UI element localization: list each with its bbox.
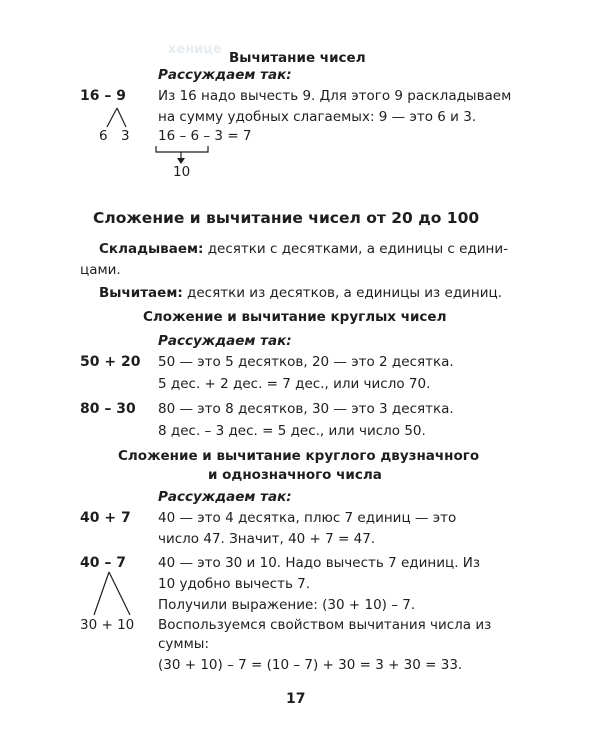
equation: 16 – 6 – 3 = 7 <box>158 128 252 144</box>
explanation-line: 8 дес. – 3 дес. = 5 дес., или число 50. <box>158 423 426 439</box>
rule-text: десятки из десятков, а единицы из единиц. <box>182 285 503 301</box>
explanation-line: суммы: <box>158 636 209 652</box>
subtraction-title: Вычитание чисел <box>229 50 366 66</box>
example-expression: 50 + 20 <box>80 354 141 370</box>
explanation-line: 50 — это 5 десятков, 20 — это 2 десятка. <box>158 354 454 370</box>
split-line-left <box>107 108 117 127</box>
explanation-line: 40 — это 4 десятка, плюс 7 единиц — это <box>158 510 457 526</box>
explanation-line: 40 — это 30 и 10. Надо вычесть 7 единиц. Из <box>158 555 481 571</box>
page-number: 17 <box>286 691 306 707</box>
explanation-line: Воспользуемся свойством вычитания числа из <box>158 617 492 633</box>
example-expression: 16 – 9 <box>80 88 126 104</box>
section-title: Сложение и вычитание чисел от 20 до 100 <box>93 209 480 227</box>
explanation-line: 5 дес. + 2 дес. = 7 дес., или число 70. <box>158 376 431 392</box>
equation: (30 + 10) – 7 = (10 – 7) + 30 = 3 + 30 = 33. <box>158 657 463 673</box>
example-expression: 40 – 7 <box>80 555 126 571</box>
subsection-title: и однозначного числа <box>208 467 382 483</box>
rule-term: Складываем: <box>99 241 204 257</box>
rule-add-line <box>99 241 508 257</box>
rule-text: десятки с десятками, а единицы с едини- <box>203 241 509 257</box>
bracket-result: 10 <box>173 164 191 180</box>
split-line-left-2 <box>94 572 109 615</box>
explanation-line: на сумму удобных слагаемых: 9 — это 6 и 3. <box>158 109 477 125</box>
split-value: 6 <box>99 128 108 144</box>
split-value: 3 <box>121 128 130 144</box>
subsection-title: Сложение и вычитание круглого двузначного <box>118 448 480 464</box>
explanation-line: 80 — это 8 десятков, 30 — это 3 десятка. <box>158 401 454 417</box>
split-line-right <box>117 108 126 127</box>
example-expression: 80 – 30 <box>80 401 136 417</box>
bleed-through-text: хенице <box>168 42 222 57</box>
explanation-line: Из 16 надо вычесть 9. Для этого 9 раскладываем <box>158 88 512 104</box>
split-line-right-2 <box>109 572 130 615</box>
split-expression: 30 + 10 <box>80 617 135 633</box>
rule-term: Вычитаем: <box>99 285 183 301</box>
explanation-line: число 47. Значит, 40 + 7 = 47. <box>158 531 376 547</box>
subsection-title: Сложение и вычитание круглых чисел <box>143 309 447 325</box>
rule-text: цами. <box>80 262 121 278</box>
explanation-line: Получили выражение: (30 + 10) – 7. <box>158 597 416 613</box>
explanation-line: 10 удобно вычесть 7. <box>158 576 311 592</box>
reason-label: Рассуждаем так: <box>158 67 292 83</box>
example-expression: 40 + 7 <box>80 510 131 526</box>
rule-sub-line <box>99 285 502 301</box>
bracket-line <box>156 146 208 152</box>
reason-label: Рассуждаем так: <box>158 333 292 349</box>
reason-label: Рассуждаем так: <box>158 489 292 505</box>
